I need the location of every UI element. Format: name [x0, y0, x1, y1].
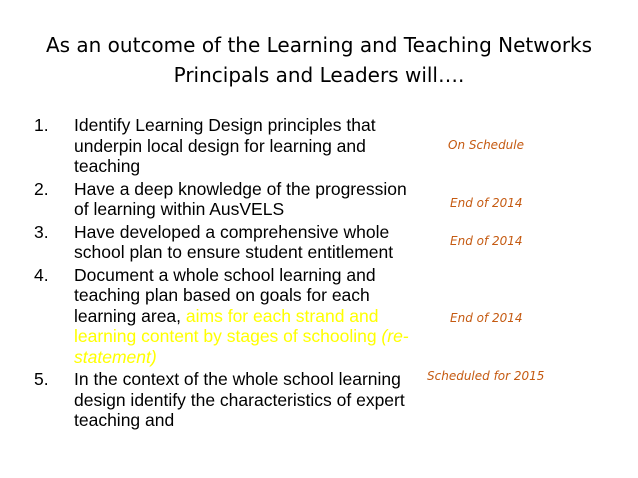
outcome-list [34, 115, 424, 433]
list-item [34, 179, 424, 220]
list-item-number: 2. [34, 178, 49, 199]
list-item [34, 369, 424, 431]
status-label: End of 2014 [450, 234, 523, 248]
list-item-number: 5. [34, 369, 49, 389]
list-item-text-block [74, 265, 424, 368]
list-item-text: Document a whole school learning and teaching plan based on goals for each learning area, [74, 264, 376, 326]
list-item-text: In the context of the whole school learning design identify the characteristics of expert teaching and [74, 369, 405, 430]
slide-title [20, 30, 618, 90]
list-item-number: 3. [34, 221, 49, 242]
slide-title-line-1: As an outcome of the Learning and Teaching Networks [45, 33, 593, 57]
list-item [34, 265, 424, 368]
list-item [34, 222, 424, 263]
slide-title-line-2: Principals and Leaders will…. [173, 63, 465, 87]
list-item-number: 1. [34, 115, 49, 135]
list-item-text: Have a deep knowledge of the progression of learning within AusVELS [74, 178, 407, 219]
list-item-number: 4. [34, 264, 49, 285]
status-label: End of 2014 [450, 311, 523, 325]
status-label: On Schedule [448, 138, 525, 152]
list-item-text: Have developed a comprehensive whole school plan to ensure student entitlement [74, 221, 394, 262]
status-label: Scheduled for 2015 [427, 369, 545, 383]
highlighted-text: aims for each strand and learning content by stages of schooling [74, 305, 382, 346]
list-item-text: Identify Learning Design principles that underpin local design for learning and teaching [74, 115, 376, 176]
highlighted-italic-text: (re-statement) [74, 326, 409, 367]
list-item [34, 115, 424, 177]
status-label: End of 2014 [450, 196, 523, 210]
